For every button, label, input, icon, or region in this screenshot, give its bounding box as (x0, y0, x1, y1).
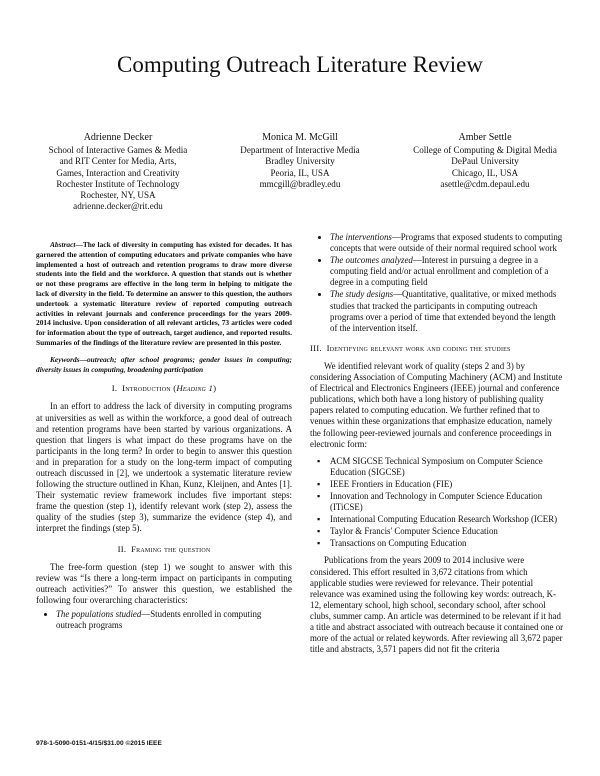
right-column (310, 232, 564, 655)
introduction-paragraph: In an effort to address the lack of diversity in computing programs at universities as well as within the workforce, a good deal of outreach and retention programs have been started by various organizations. A question that lingers is what impact do these programs have on the participants in the long term? In order to begin to answer this question and in preparation for a study on the long-term impact of computing outreach discussed in [2], we undertook a systematic literature review following the structure outlined in Khan, Kunz, Kleijnen, and Antes [1]. Their systematic review framework includes five important steps: frame the question (step 1), identify relevant work (step 2), assess the quality of the studies (step 3), summarize the evidence (step 4), and interpret the findings (step 5). (36, 401, 292, 534)
author-affiliation-line: College of Computing & Digital Media (413, 145, 557, 155)
section-number: II. (117, 543, 127, 554)
author-name: Monica M. McGill (262, 132, 338, 143)
keywords: Keywords—outreach; after school programs; gender issues in computing; diversity issues in computing, broadening participation (36, 354, 292, 374)
author-affiliation-line: Bradley University (265, 156, 335, 167)
section-heading-2 (36, 544, 292, 555)
publications-paragraph: Publications from the years 2009 to 2014 inclusive were considered. This effort resulted in 3,672 citations from which applicable studies were reviewed for relevance. Their potential relevance was examined using the following key words: outreach, K-12, elementary school, high school, secondary school, after school clubs, summer camp. An article was determined to be relevant if it had a title and abstract associated with outreach because it contained one or more of the actual or related keywords. After reviewing all 3,672 paper title and abstracts, 3,571 papers did not fit the criteria (310, 555, 564, 655)
author-affiliation-line: Chicago, IL, USA (451, 167, 519, 178)
left-column (36, 240, 292, 632)
author-affiliation-line: School of Interactive Games & Media (48, 145, 188, 155)
author-affiliation-line: Peoria, IL, USA (270, 167, 330, 178)
item-text: Quantitative, qualitative, or mixed methods studies that tracked the participants in computing outreach programs over a period of time that extended beyond the length of the intervention itself. (330, 289, 557, 333)
section-note: Heading 1 (176, 383, 214, 394)
abstract: Abstract—The lack of diversity in computing has existed for decades. It has garnered the attention of computing educators and private companies who have implemented a host of outreach and retention programs to draw more diverse students into the field and the workforce. A question that stands out is whether or not these programs are effective in the long term in helping to mitigate the lack of diversity in the field. To determine an answer to this question, the authors undertook a systematic literature review of reported computing outreach activities in relevant journals and conference proceedings for the years 2009-2014 inclusive. Upon consideration of all relevant articles, 73 articles were coded for information about the type of outreach, target audience, and reported results. Summaries of the findings of the literature review are presented in this poster. (36, 240, 292, 347)
author-affiliation-line: Rochester, NY, USA (80, 190, 156, 201)
keywords-text: outreach; after school programs; gender issues in computing; diversity issues in computing, broadening participation (36, 354, 292, 374)
author-affiliation-line: Games, Interaction and Creativity (56, 167, 180, 178)
author-block-3 (390, 132, 580, 190)
author-block-2 (212, 132, 388, 190)
author-name: Amber Settle (458, 132, 512, 143)
list-item: • The outcomes analyzed—Interest in pursuing a degree in a computing field and/or actual enrollment and completion of a degree in a computing field (330, 255, 564, 288)
list-item: • The study designs—Quantitative, qualitative, or mixed methods studies that tracked the participants in computing outreach programs over a period of time that extended beyond the length of the intervention itself. (330, 289, 564, 333)
paper-title: Computing Outreach Literature Review (117, 52, 483, 77)
author-affiliation-line: Department of Interactive Media (240, 145, 360, 155)
item-text: Interest in pursuing a degree in a computing field and/or actual enrollment and completion of a degree in a computing field (330, 255, 549, 288)
section-heading-1: I. Introduction (Heading 1) (111, 383, 217, 394)
list-item: ▪ Taylor & Francis' Computer Science Education (330, 526, 564, 537)
author-affiliation-line: and RIT Center for Media, Arts, (59, 156, 177, 167)
abstract-label: Abstract (50, 240, 76, 249)
list-item: ▪ Innovation and Technology in Computer Science Education (ITiCSE) (330, 491, 564, 513)
list-item: ▪ ACM SIGCSE Technical Symposium on Computer Science Education (SIGCSE) (330, 456, 564, 478)
copyright-footer: 978-1-5090-0151-4/15/$31.00 ©2015 IEEE (36, 740, 162, 747)
author-affiliation-line: DePaul University (451, 156, 519, 167)
list-item: ▪ Transactions on Computing Education (330, 538, 564, 549)
framing-paragraph: The free-form question (step 1) we sought to answer with this review was “Is there a long-term impact on participants in computing outreach activities?” To answer this question, we established the following four overarching characteristics: (36, 561, 292, 605)
section-title: Identifying relevant work and coding the studies (326, 342, 511, 353)
abstract-text: The lack of diversity in computing has existed for decades. It has garnered the attention of computing educators and private companies who have implemented a host of outreach and retention programs to draw more diverse students into the field and the workforce. A question that stands out is whether or not these programs are effective in the long term in helping to mitigate the lack of diversity in the field. To determine an answer to this question, the authors undertook a systematic literature review of reported computing outreach activities in relevant journals and conference proceedings for the years 2009-2014 inclusive. Upon consideration of all relevant articles, 73 articles were coded for information about the type of outreach, target audience, and reported results. Summaries of the findings of the literature review are presented in this poster. (36, 240, 292, 347)
list-item: • The interventions—Programs that exposed students to computing concepts that were outside of their normal required school work (330, 232, 564, 254)
author-name: Adrienne Decker (83, 132, 153, 143)
item-label: The outcomes analyzed (330, 255, 413, 266)
author-block-1 (28, 132, 208, 213)
venues-list (310, 456, 564, 550)
list-item: ▪ International Computing Education Research Workshop (ICER) (330, 514, 564, 525)
characteristics-list (36, 609, 292, 631)
keywords-label: Keywords (50, 354, 80, 364)
characteristics-list-continued (310, 232, 564, 334)
author-email: adrienne.decker@rit.edu (73, 201, 163, 212)
section-title: Framing the question (131, 543, 211, 554)
item-text: Students enrolled in computing outreach programs (56, 609, 262, 631)
identifying-paragraph: We identified relevant work of quality (steps 2 and 3) by considering Association of Computing Machinery (ACM) and Institute of Electrical and Electronics Engineers (IEEE) journal and conference publications, which both have a long history of publishing quality papers related to computing education. We further refined that to venues within these organizations that emphasize education, namely the following peer-reviewed journals and conference proceedings in electronic form: (310, 360, 563, 449)
section-heading-3 (310, 343, 564, 354)
author-email: mmcgill@bradley.edu (259, 178, 341, 189)
list-item: ▪ IEEE Frontiers in Education (FIE) (330, 479, 564, 490)
author-affiliation-line: Rochester Institute of Technology (56, 178, 180, 189)
list-item: • The populations studied—Students enrolled in computing outreach programs (56, 609, 292, 631)
section-number: I. (111, 383, 118, 394)
author-email: asettle@cdm.depaul.edu (440, 178, 530, 189)
section-title: Introduction (122, 383, 171, 394)
item-label: The interventions (330, 232, 392, 242)
section-number: III. (310, 342, 322, 353)
item-label: The populations studied (56, 609, 142, 620)
item-label: The study designs (330, 289, 394, 300)
item-text: Programs that exposed students to computing concepts that were outside of their normal required school work (330, 232, 563, 254)
